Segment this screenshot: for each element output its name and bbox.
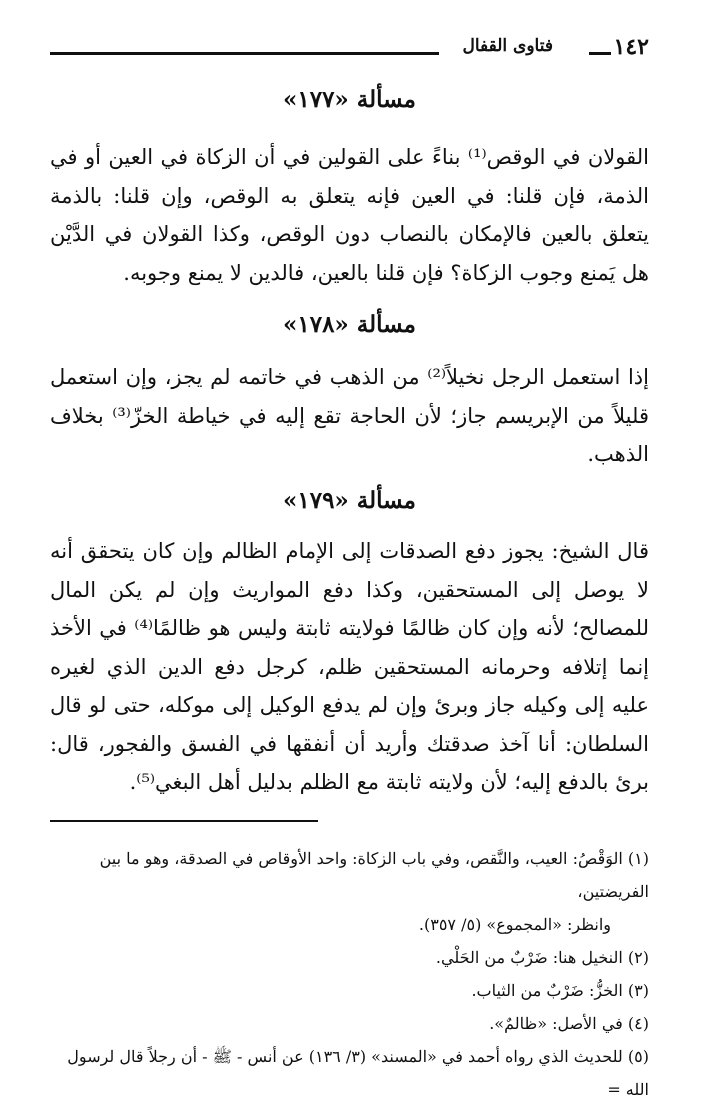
section-title-178: مسألة «١٧٨» [282, 311, 416, 338]
footnotes [50, 842, 649, 1106]
footnote-text: للحديث الذي رواه أحمد في «المسند» (٣/ ١٣٦) عن أنس - ﷺ - أن رجلاً قال لرسول الله = [67, 1047, 649, 1099]
book-page [50, 0, 649, 1102]
running-title: فتاوى القفال [462, 36, 553, 56]
footnote-text: الخزُّ: ضَرْبٌ من الثياب. [471, 981, 623, 1000]
footnote-1-continuation: وانظر: «المجموع» (٥/ ٣٥٧). [418, 915, 611, 934]
page-header [50, 34, 649, 64]
footnote-text: في الأصل: «ظالمٌ». [489, 1014, 623, 1033]
section-text-178: إذا استعمل الرجل نخيلاً⁽²⁾ من الذهب في خاتمه لم يجز، وإن استعمل قليلاً من الإبريسم جاز؛ لأن الحاجة تقع إليه في خياطة الخزّ⁽³⁾ بخلاف الذهب. [50, 365, 649, 466]
footnote-number: (٥) [627, 1047, 649, 1066]
footnote-1 [50, 842, 649, 908]
section-text-177: القولان في الوقص⁽¹⁾ بناءً على القولين في أن الزكاة في العين أو في الذمة، فإن قلنا: في العين فإنه يتعلق به الوقص، وإن قلنا: بالذمة يتعلق بالعين فالإمكان بالنصاب دون الوقص، وكذا القولان في الدَّيْن هل يَمنع وجوب الزكاة؟ فإن قلنا بالعين، فالدين لا يمنع وجوبه. [50, 145, 649, 285]
footnote-number: (١) [627, 849, 649, 868]
footnote-separator [50, 820, 318, 822]
footnote-3 [50, 974, 649, 1007]
footnote-number: (٤) [627, 1014, 649, 1033]
footnote-number: (٢) [627, 948, 649, 967]
footnote-5 [50, 1040, 649, 1106]
footnote-4 [50, 1007, 649, 1040]
footnote-2 [50, 941, 649, 974]
section-text-179: قال الشيخ: يجوز دفع الصدقات إلى الإمام الظالم وإن كان يتحقق أنه لا يوصل إلى المستحقين، وكذا دفع المواريث وإن لم يكن المال للمصالح؛ لأنه وإن كان ظالمًا فولايته ثابتة وليس هو ظالمًا⁽⁴⁾ في الأخذ إنما إتلافه وحرمانه المستحقين ظلم، كرجل دفع الدين الذي لغيره عليه إلى وكيله جاز وبرئ وإن لم يدفع الوكيل إلى موكله، حتى لو قال السلطان: أنا آخذ صدقتك وأريد أن أنفقها في الفسق والفجور، قال: برئ بالدفع إليه؛ لأن ولايته ثابتة مع الظلم بدليل أهل البغي⁽⁵⁾. [50, 539, 649, 794]
section-title-177: مسألة «١٧٧» [282, 86, 416, 113]
page-number: ١٤٢ [613, 34, 649, 60]
footnote-number: (٣) [627, 981, 649, 1000]
footnote-text: النخيل هنا: ضَرْبٌ من الحَلْي. [435, 948, 623, 967]
footnote-text: الوَقْصُ: العيب، والنَّقص، وفي باب الزكاة: واحد الأوقاص في الصدقة، وهو ما بين الفريضتين، [99, 849, 649, 901]
section-title-179: مسألة «١٧٩» [282, 487, 416, 514]
